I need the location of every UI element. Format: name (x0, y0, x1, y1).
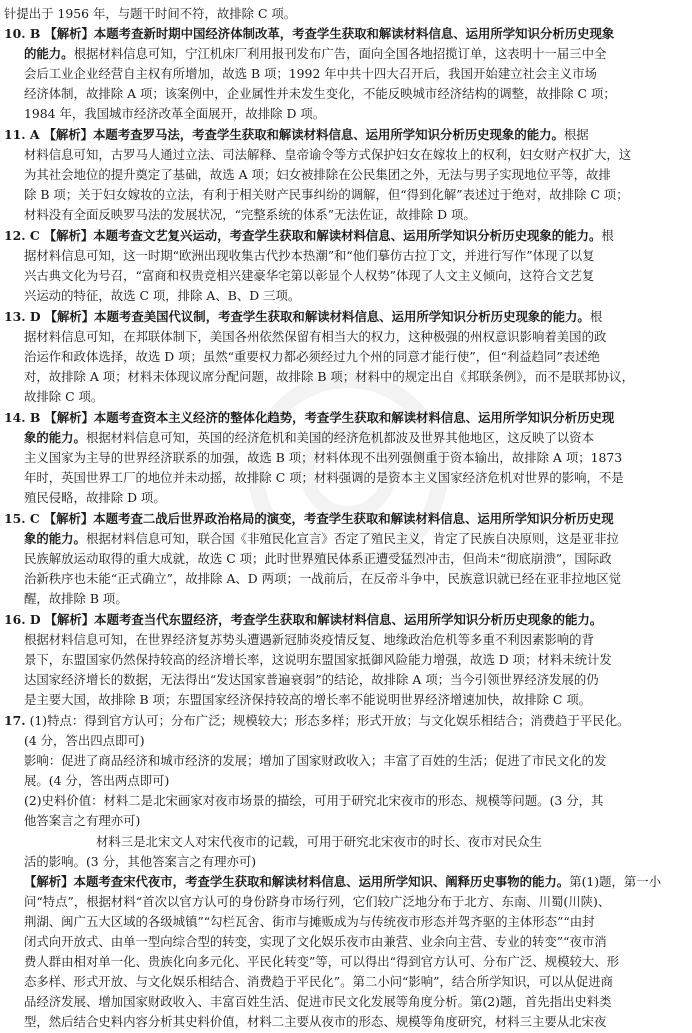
answer-15 (4, 509, 684, 609)
text-line: 兴古典文化为号召，“富商和权贵竞相兴建豪华宅第以彰显个人权势”体现了人文主义倾向，这符合文艺复 (24, 268, 595, 284)
question-number: 13. D (4, 309, 41, 324)
text-line: (2)史料价值：材料二是北宋画家对夜市场景的描绘，可用于研究北宋夜市的形态、规模等问题。(3 分，其 (24, 793, 604, 809)
text-line: 兴运动的特征，故选 C 项，排除 A、B、D 三项。 (24, 288, 301, 304)
text-line: 根 (601, 228, 614, 243)
text-line: 品经济发展、增加国家财政收入、丰富百姓生活、促进市民文化发展等角度分析。 (24, 994, 471, 1010)
answer-12 (4, 226, 684, 306)
analysis-heading-cont: 象的能力。 (24, 430, 86, 446)
analysis-heading: 【解析】本题考查罗马法，考查学生获取和解读材料信息、运用所学知识分析历史现象的能力。 (43, 127, 564, 142)
text-line: 荆湖、闽广五大区域的各级城镇”“勾栏瓦舍、街市与摊贩成为与传统夜市形态并驾齐驱的主体形态”“由封 (24, 913, 595, 929)
text-line: 是主要大国，故排除 B 项；东盟国家经济保持较高的增长率不能说明世界经济增速加快，故排除 C 项。 (24, 692, 592, 708)
text-line: 醒，故排除 B 项。 (24, 591, 128, 607)
text-line: 据材料信息可知，这一时期“欧洲出现收集古代抄本热潮”和“他们摹仿古拉丁文，并进行写作”体现了以复 (24, 248, 595, 264)
text-line: 影响：促进了商品经济和城市经济的发展；增加了国家财政收入；丰富了百姓的生活；促进了市民文化的发 (24, 753, 607, 769)
text-line: 殖民侵略，故排除 D 项。 (24, 490, 166, 506)
analysis-heading-cont: 的能力。 (24, 46, 74, 62)
text-line: 材料信息可知，古罗马人通过立法、司法解释、皇帝谕令等方式保护妇女在嫁妆上的权利，妇女财产权扩大，这 (24, 147, 632, 163)
answer-17 (4, 711, 684, 1033)
analysis-heading: 【解析】本题考查资本主义经济的整体化趋势，考查学生获取和解读材料信息、运用所学知识分析历史现 (44, 410, 615, 425)
text-line: 对，故排除 A 项；材料未体现议席分配问题，故排除 B 项；材料中的规定出自《邦联条例》，而不是联邦协议， (24, 369, 634, 385)
question-number: 17. (4, 713, 26, 728)
text-line: 根据材料信息可知，英国的经济危机和美国的经济危机都波及世界其他地区，这反映了以资本 (85, 430, 594, 446)
text-line: (1)特点：得到官方认可；分布广泛；规模较大；形态多样；形式开放；与文化娱乐相结合；消费趋于平民化。 (29, 713, 630, 728)
text-line: (4 分，答出四点即可) (24, 733, 145, 749)
text-line: 主义国家为主导的世界经济联系的加强，故选 B 项；材料体现不出列强侧重于资本输出，故排除 A 项；1873 (24, 450, 623, 466)
text-line: 根据材料信息可知，在世界经济复苏势头遭遇新冠肺炎疫情反复、地缘政治危机等多重不利因素影响的背 (24, 632, 594, 648)
text-line: 为其社会地位的提升奠定了基础，故选 A 项；妇女被排除在公民集团之外，无法与男子实现地位平等，故排 (24, 167, 611, 183)
text-line: 1984 年，我国城市经济改革全面展开，故排除 D 项。 (24, 106, 326, 122)
analysis-heading: 【解析】本题考查二战后世界政治格局的演变，考查学生获取和解读材料信息、运用所学知识分析历史现 (43, 511, 614, 526)
analysis-heading: 【解析】本题考查文艺复兴运动，考查学生获取和解读材料信息、运用所学知识分析历史现象的能力。 (43, 228, 602, 243)
answer-10 (4, 24, 684, 124)
text-line: 展。(4 分，答出两点即可) (24, 773, 170, 789)
text-line: 活的影响。(3 分，其他答案言之有理亦可) (24, 853, 257, 869)
text-line: 材料三是北宋文人对宋代夜市的记载，可用于研究北宋夜市的时长、夜市对民众生 (96, 833, 543, 849)
text-line: 他答案言之有理亦可) (24, 813, 141, 829)
question-number: 10. B (4, 26, 41, 41)
question-number: 11. A (4, 127, 40, 142)
text-line: 除 B 项；关于妇女嫁妆的立法，有利于相关财产民事纠纷的调解，但“得到化解”表述过于绝对，故排除 C 项； (24, 187, 629, 203)
question-number: 14. B (4, 410, 41, 425)
text-line: 民族解放运动取得的重大成就，故选 C 项；此时世界殖民体系正遭受猛烈冲击，但尚未“彻底崩溃”，国际政 (24, 551, 612, 567)
text-line: 根据 (563, 127, 589, 142)
text-line: 会后工业企业经营自主权有所增加，故选 B 项；1992 年中共十四大召开后，我国开始建立社会主义市场 (24, 66, 597, 82)
question-number: 15. C (4, 511, 40, 526)
carryover-paragraph (4, 4, 684, 24)
text-line: 治新秩序也未能“正式确立”，故排除 A、D 两项；一战前后，在反帝斗争中，民族意识就已经在亚非拉地区觉 (24, 571, 622, 587)
answer-11 (4, 125, 684, 225)
text-line: 故排除 C 项。 (24, 389, 104, 405)
text-line: 达国家经济增长的数据，无法得出“发达国家普遍衰弱”的结论，故排除 A 项；当今引领世界经济发展的仍 (24, 672, 599, 688)
text-line: 态多样、形式开放、与文化娱乐相结合、消费趋于平民化”。 (24, 974, 353, 990)
text-line: 闭式向开放式、由单一型向综合型的转变，实现了文化娱乐夜市由兼营、业余向主营、专业的转变”“夜市消 (24, 934, 607, 950)
text-line: 问“特点”，根据材料“首次以官方认可的身份跻身市场行列，它们较广泛地分布于北方、东南、川蜀(川陕)、 (24, 893, 611, 909)
analysis-heading: 【解析】本题考查新时期中国经济体制改革，考查学生获取和解读材料信息、运用所学知识分析历史现象 (44, 26, 615, 41)
answer-14 (4, 408, 684, 508)
text-line: 费人群由相对单一化、贵族化向多元化、平民化转变”等，可以得出“得到官方认可、分布广泛、规模较大、形 (24, 954, 620, 970)
question-number: 16. D (4, 612, 41, 627)
text-line: 型，然后结合史料内容分析其史料价值，材料二主要从夜市的形态、规模等角度研究，材料三主要从北宋夜 (24, 1014, 607, 1030)
text-line: 根据材料信息可知，宁江机床厂利用报刊发布广告，面向全国各地招揽订单，这表明十一届三中全 (73, 46, 607, 62)
analysis-heading: 【解析】本题考查美国代议制，考查学生获取和解读材料信息、运用所学知识分析历史现象的能力。 (44, 309, 590, 324)
text-line: 经济体制，故排除 A 项；该案例中，企业属性并未发生变化，不能反映城市经济结构的调整，故排除 C 项； (24, 86, 616, 102)
question-number: 12. C (4, 228, 40, 243)
text-line: 材料没有全面反映罗马法的发展状况，“完整系统的体系”无法佐证，故排除 D 项。 (24, 207, 476, 223)
text-line: 治运作和政体选择，故选 D 项；虽然“重要权力都必须经过九个州的同意才能行使”，但“利益趋同”表述绝 (24, 349, 600, 365)
text-line: 据材料信息可知，在邦联体制下，美国各州依然保留有相当大的权力，这种极强的州权意识影响着美国的政 (24, 329, 607, 345)
answer-16 (4, 610, 684, 710)
text-line: 根据材料信息可知，联合国《非殖民化宣言》否定了殖民主义，肯定了民族自决原则，这是亚非拉 (85, 531, 619, 547)
text-line: 第(1)题，第一小 (569, 873, 662, 889)
analysis-heading-cont: 象的能力。 (24, 531, 86, 547)
text-line: 根 (589, 309, 603, 324)
text-line: 第二小问“影响”，结合所学知识，可以从促进商 (352, 974, 613, 990)
answer-13 (4, 307, 684, 407)
text-line: 针提出于 1956 年，与题干时间不符，故排除 C 项。 (4, 6, 297, 21)
analysis-heading: 【解析】本题考查宋代夜市，考查学生获取和解读材料信息、运用所学知识、阐释历史事物的能力。 (24, 873, 570, 889)
text-line: 年时，英国世界工厂的地位并未动摇，故排除 C 项；材料强调的是资本主义国家经济危机对世界的影响，不是 (24, 470, 624, 486)
text-line: 第(2)题，首先指出史料类 (470, 994, 612, 1010)
text-line: 景下，东盟国家仍然保持较高的经济增长率，这说明东盟国家抵御风险能力增强，故选 D 项；材料未统计发 (24, 652, 612, 668)
analysis-heading: 【解析】本题考查当代东盟经济，考查学生获取和解读材料信息、运用所学知识分析历史现象的能力。 (44, 612, 603, 627)
